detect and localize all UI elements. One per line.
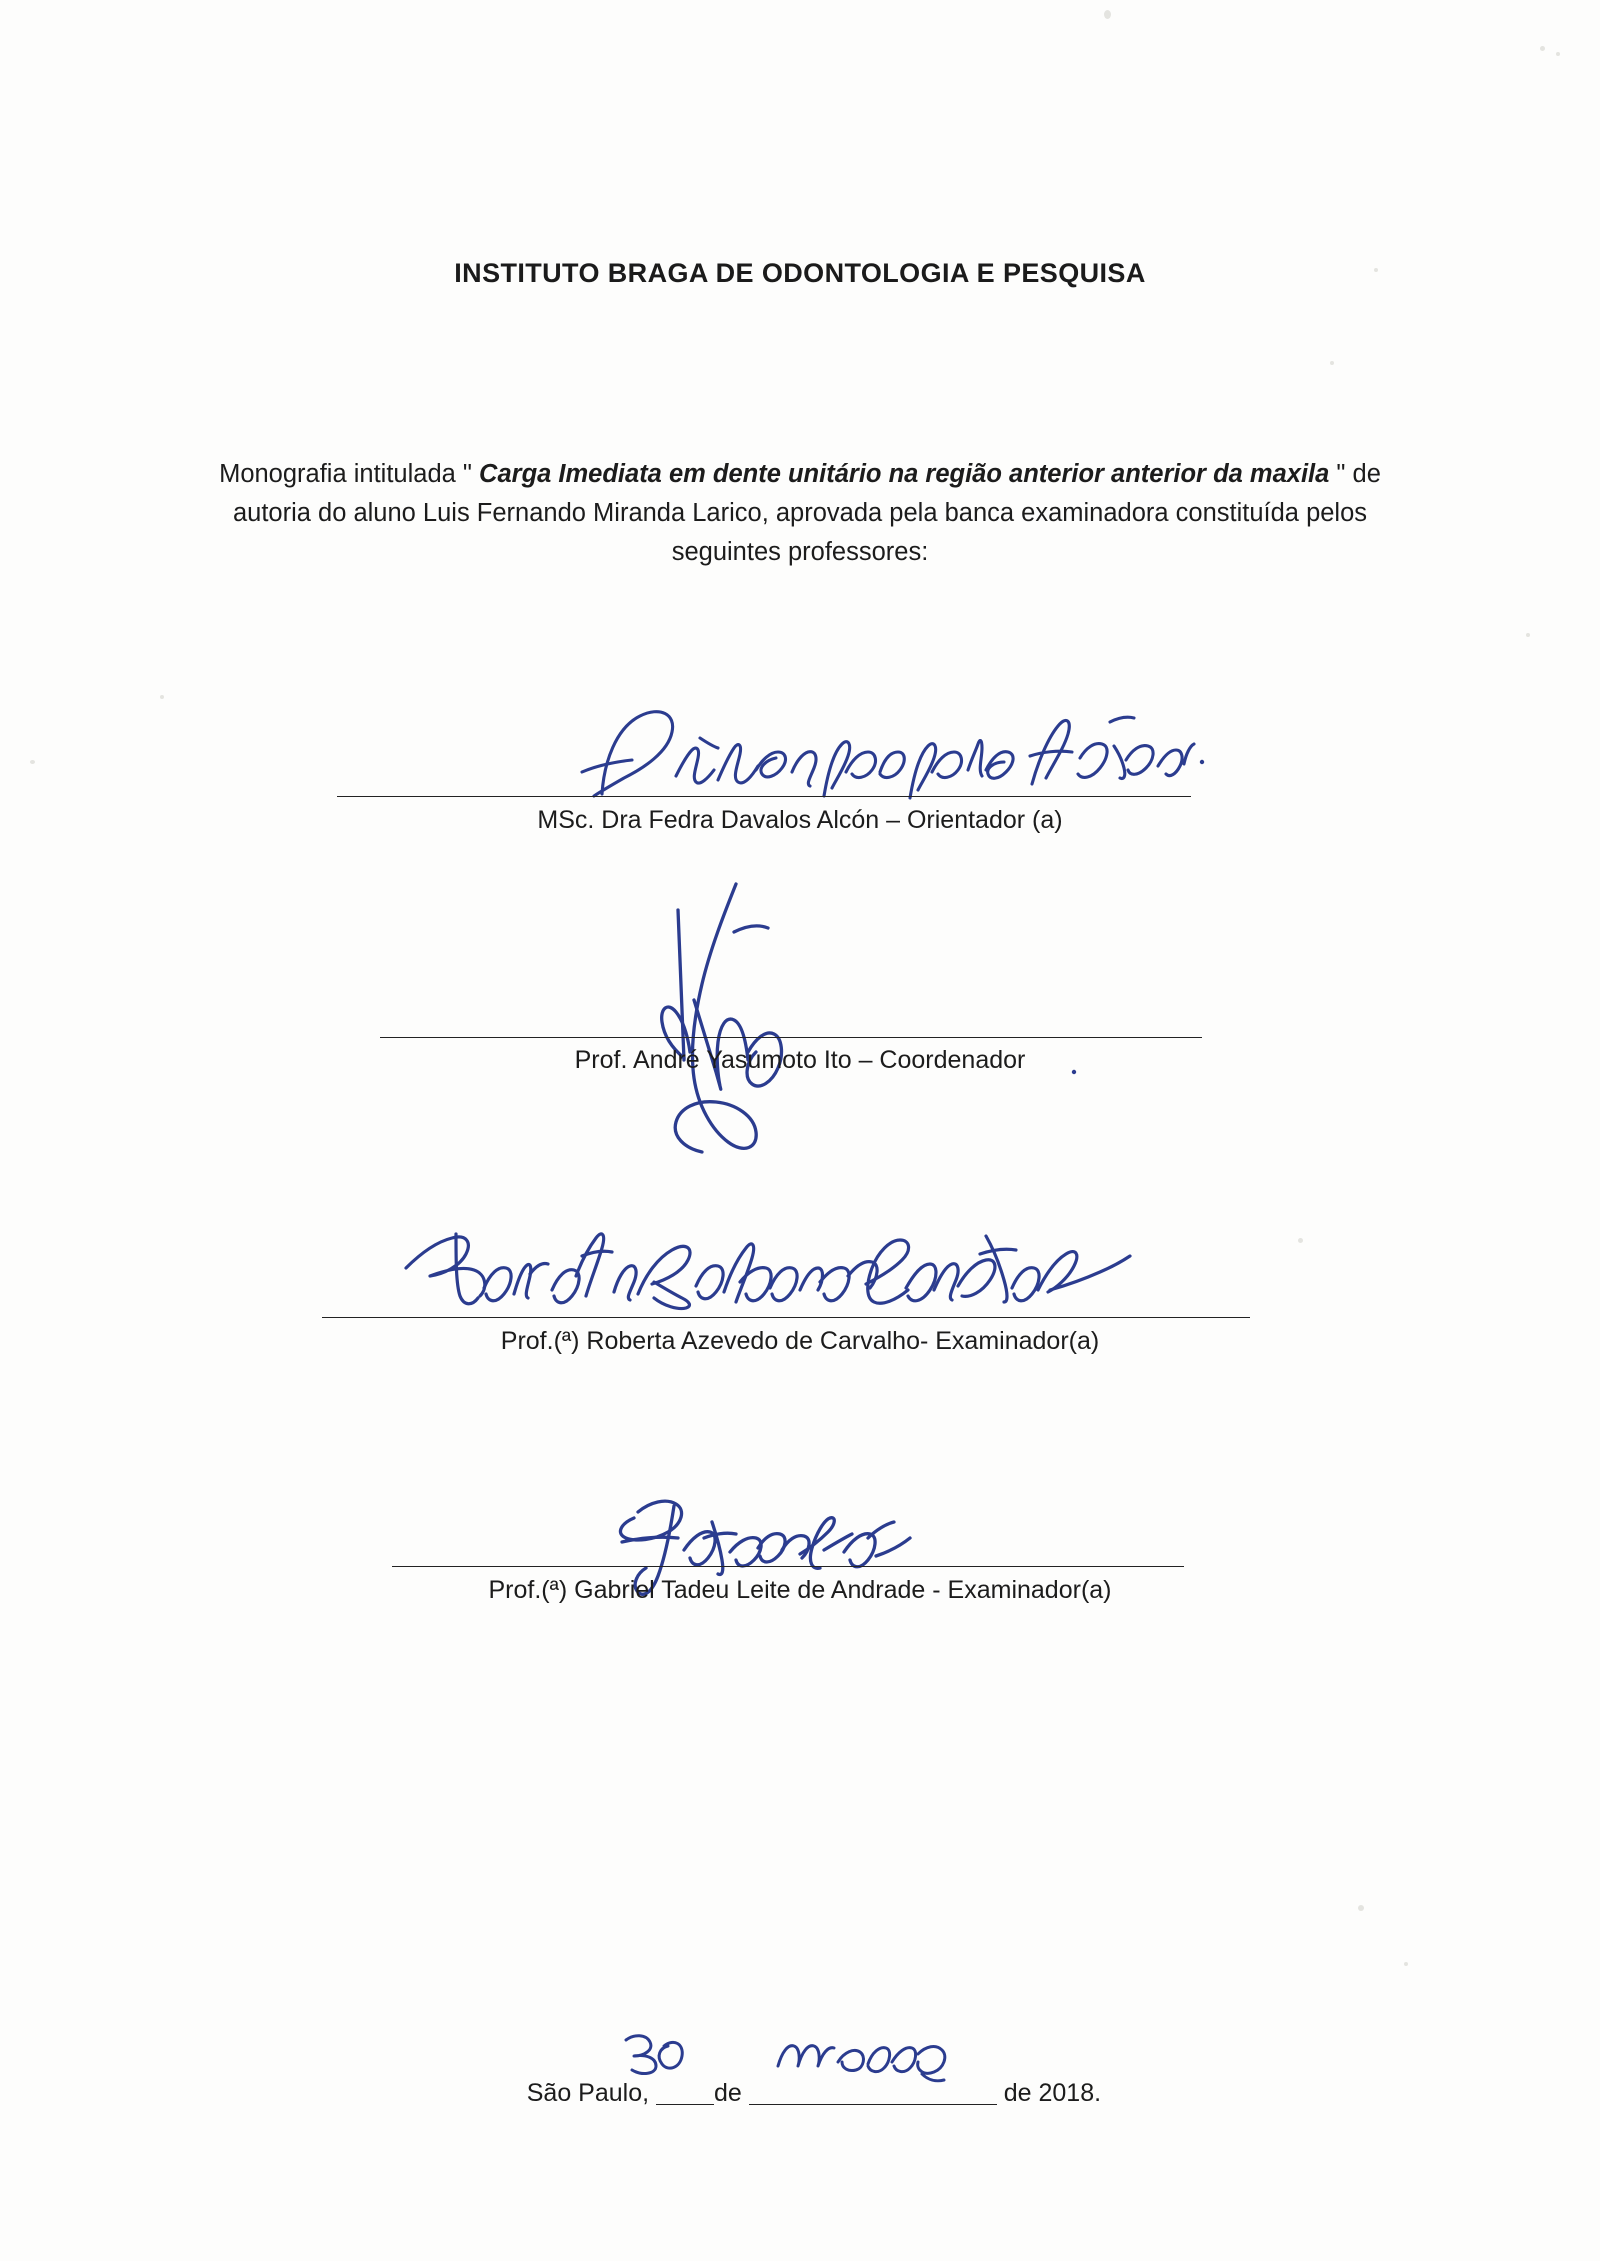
monograph-intro: [215, 455, 1385, 572]
scan-speck: [160, 695, 164, 699]
signature-caption-1: MSc. Dra Fedra Davalos Alcón – Orientador (a): [537, 806, 1063, 834]
signature-caption-2: Prof. André Yasumoto Ito – Coordenador: [574, 1046, 1026, 1074]
scan-speck: [1298, 1238, 1303, 1243]
intro-rest: de autoria do aluno Luis Fernando Miranda Larico, aprovada pela banca examinadora constituída pelos seguintes professores:: [232, 460, 1381, 566]
de-label-1: de: [714, 2079, 742, 2107]
signature-ink-1: [580, 700, 1220, 820]
month-blank: [749, 2104, 997, 2105]
de-label-2: de 2018.: [1003, 2079, 1102, 2107]
monograph-title: Carga Imediata em dente unitário na região anterior anterior da maxila: [479, 460, 1330, 488]
signature-line-1: [337, 796, 1191, 797]
quote-close: ": [1329, 460, 1353, 488]
scan-speck: [1330, 361, 1334, 365]
quote-open: ": [455, 460, 480, 488]
signature-ink-2: [650, 880, 810, 1160]
scan-speck: [1104, 10, 1111, 19]
signature-caption-4: Prof.(ª) Gabriel Tadeu Leite de Andrade - Examinador(a): [488, 1576, 1112, 1604]
signature-caption-3: Prof.(ª) Roberta Azevedo de Carvalho- Examinador(a): [500, 1327, 1100, 1355]
scan-speck: [1540, 46, 1545, 51]
intro-lead: Monografia intitulada: [219, 460, 456, 488]
scan-speck: [1526, 633, 1530, 637]
scan-speck: [1358, 1905, 1364, 1911]
institution-heading: INSTITUTO BRAGA DE ODONTOLOGIA E PESQUISA: [454, 258, 1146, 288]
city-label: São Paulo,: [526, 2079, 650, 2107]
place-and-date-line: [0, 2050, 1600, 2137]
day-blank: [656, 2104, 714, 2105]
signature-ink-3: [400, 1210, 1140, 1320]
scan-speck: [1404, 1962, 1408, 1966]
signature-line-2: [380, 1037, 1202, 1038]
scan-speck: [30, 760, 35, 764]
signature-line-4: [392, 1566, 1184, 1567]
signature-line-3: [322, 1317, 1250, 1318]
scan-speck: [1556, 52, 1560, 56]
